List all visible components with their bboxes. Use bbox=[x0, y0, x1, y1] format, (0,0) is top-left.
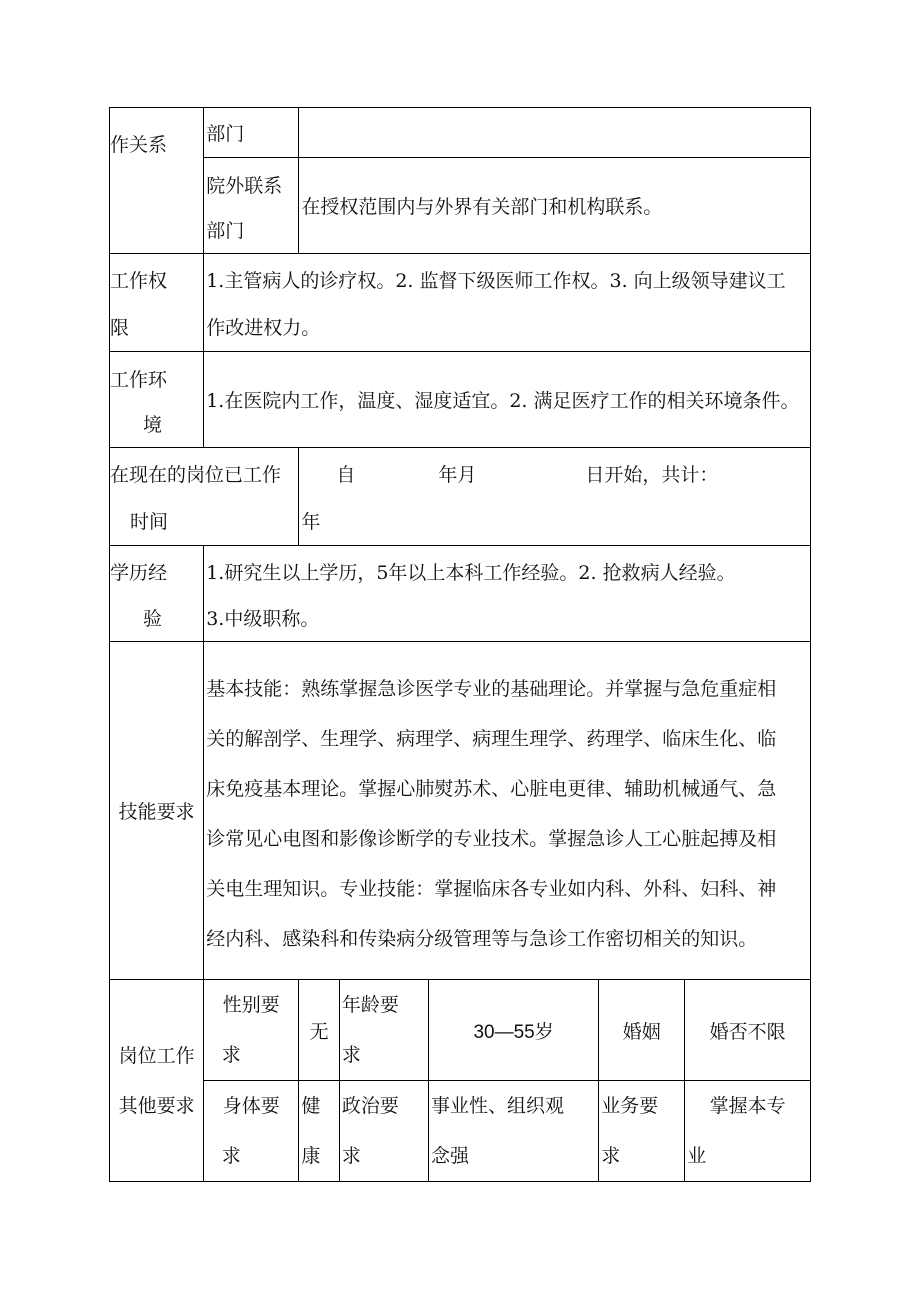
environment-text: 1.在医院内工作，温度、湿度适宜。2. 满足医疗工作的相关环境条件。 bbox=[206, 390, 800, 412]
education-text-line1: 1.研究生以上学历，5年以上本科工作经验。2. 抢救病人经验。 bbox=[206, 561, 736, 584]
gender-label-line2: 求 bbox=[221, 1044, 241, 1066]
row-other-1 bbox=[110, 980, 811, 1081]
internal-dept-label: 部门 bbox=[206, 123, 245, 145]
external-dept-value: 在授权范围内与外界有关部门和机构联系。 bbox=[301, 196, 663, 218]
tenure-label-line1: 在现在的岗位已工作 bbox=[110, 463, 282, 486]
row-education bbox=[110, 546, 811, 642]
internal-dept-value bbox=[299, 108, 811, 158]
internal-dept-label-cell bbox=[204, 108, 299, 158]
tenure-label-cell bbox=[110, 448, 299, 546]
marriage-value: 婚否不限 bbox=[685, 980, 811, 1081]
environment-label-cell bbox=[110, 352, 204, 448]
job-table bbox=[109, 107, 811, 1182]
politics-label-cell bbox=[339, 1081, 428, 1182]
tenure-label-line2: 时间 bbox=[130, 510, 169, 533]
row-environment bbox=[110, 352, 811, 448]
health-value-line1: 健 bbox=[301, 1095, 321, 1117]
work-relations-label-cell bbox=[110, 108, 204, 254]
marriage-label: 婚姻 bbox=[599, 980, 685, 1081]
row-tenure bbox=[110, 448, 811, 546]
tenure-value-cell bbox=[299, 448, 811, 546]
skills-line: 经内科、感染科和传染病分级管理等与急诊工作密切相关的知识。 bbox=[206, 927, 758, 950]
education-label-line2: 验 bbox=[143, 607, 163, 630]
education-label-cell bbox=[110, 546, 204, 642]
authority-label-cell bbox=[110, 254, 204, 352]
age-label-line2: 求 bbox=[341, 1044, 361, 1066]
health-label-cell bbox=[204, 1081, 299, 1182]
age-label-line1: 年龄要 bbox=[341, 994, 399, 1016]
business-value-cell bbox=[685, 1081, 811, 1182]
skills-label-cell bbox=[110, 642, 204, 980]
gender-label-cell bbox=[204, 980, 299, 1081]
other-label-cell bbox=[110, 980, 204, 1182]
skills-label: 技能要求 bbox=[118, 801, 195, 823]
row-other-2 bbox=[110, 1081, 811, 1182]
tenure-day-start-total: 日开始，共计： bbox=[585, 463, 719, 486]
work-relations-label: 作关系 bbox=[110, 134, 168, 156]
health-label-line2: 求 bbox=[221, 1145, 241, 1167]
skills-line: 关电生理知识。专业技能：掌握临床各专业如内科、外科、妇科、神 bbox=[206, 877, 777, 900]
row-internal-relations bbox=[110, 108, 811, 158]
skills-line: 关的解剖学、生理学、病理学、病理生理学、药理学、临床生化、临 bbox=[206, 727, 777, 750]
politics-value-line1: 事业性、组织观 bbox=[431, 1095, 565, 1117]
skills-line: 床免疫基本理论。掌握心肺熨苏术、心脏电更律、辅助机械通气、急 bbox=[206, 777, 777, 800]
other-label-line2: 其他要求 bbox=[118, 1094, 195, 1117]
politics-value-line2: 念强 bbox=[431, 1145, 470, 1167]
authority-text-line2: 作改进权力。 bbox=[206, 316, 321, 339]
education-text-cell bbox=[204, 546, 811, 642]
tenure-year-unit: 年 bbox=[301, 510, 321, 533]
age-value: 30—55岁 bbox=[429, 980, 599, 1081]
education-label-line1: 学历经 bbox=[110, 561, 168, 584]
job-description-form bbox=[109, 107, 811, 1182]
gender-value: 无 bbox=[299, 980, 340, 1081]
politics-value-cell bbox=[429, 1081, 599, 1182]
age-label-cell bbox=[339, 980, 428, 1081]
skills-line: 基本技能：熟练掌握急诊医学专业的基础理论。并掌握与急危重症相 bbox=[206, 677, 777, 700]
skills-text-cell bbox=[204, 642, 811, 980]
environment-text-cell bbox=[204, 352, 811, 448]
environment-label-line2: 境 bbox=[143, 413, 163, 436]
row-external-relations bbox=[110, 158, 811, 254]
education-text-line2: 3.中级职称。 bbox=[206, 607, 320, 630]
tenure-year-month: 年月 bbox=[438, 463, 477, 486]
business-value-line2: 业 bbox=[687, 1145, 707, 1167]
authority-label-line2: 限 bbox=[110, 316, 130, 339]
business-label-cell bbox=[599, 1081, 685, 1182]
health-value-cell bbox=[299, 1081, 340, 1182]
external-dept-label-line1: 院外联系 bbox=[206, 174, 283, 197]
politics-label-line1: 政治要 bbox=[341, 1095, 399, 1117]
health-value-line2: 康 bbox=[301, 1145, 321, 1167]
gender-label-line1: 性别要 bbox=[222, 994, 280, 1016]
business-label-line2: 求 bbox=[601, 1145, 621, 1167]
authority-text-cell bbox=[204, 254, 811, 352]
skills-line: 诊常见心电图和影像诊断学的专业技术。掌握急诊人工心脏起搏及相 bbox=[206, 827, 777, 850]
environment-label-line1: 工作环 bbox=[110, 368, 168, 391]
row-authority bbox=[110, 254, 811, 352]
external-dept-label-line2: 部门 bbox=[206, 219, 245, 242]
business-value-line1: 掌握本专 bbox=[709, 1095, 786, 1117]
authority-label-line1: 工作权 bbox=[110, 269, 168, 292]
external-dept-label-cell bbox=[204, 158, 299, 254]
row-skills bbox=[110, 642, 811, 980]
business-label-line1: 业务要 bbox=[601, 1095, 659, 1117]
politics-label-line2: 求 bbox=[341, 1145, 361, 1167]
authority-text-line1: 1.主管病人的诊疗权。2. 监督下级医师工作权。3. 向上级领导建议工 bbox=[206, 269, 786, 292]
health-label-line1: 身体要 bbox=[222, 1095, 280, 1117]
other-label-line1: 岗位工作 bbox=[118, 1044, 195, 1067]
external-dept-value-cell bbox=[299, 158, 811, 254]
tenure-from: 自 bbox=[336, 463, 356, 486]
